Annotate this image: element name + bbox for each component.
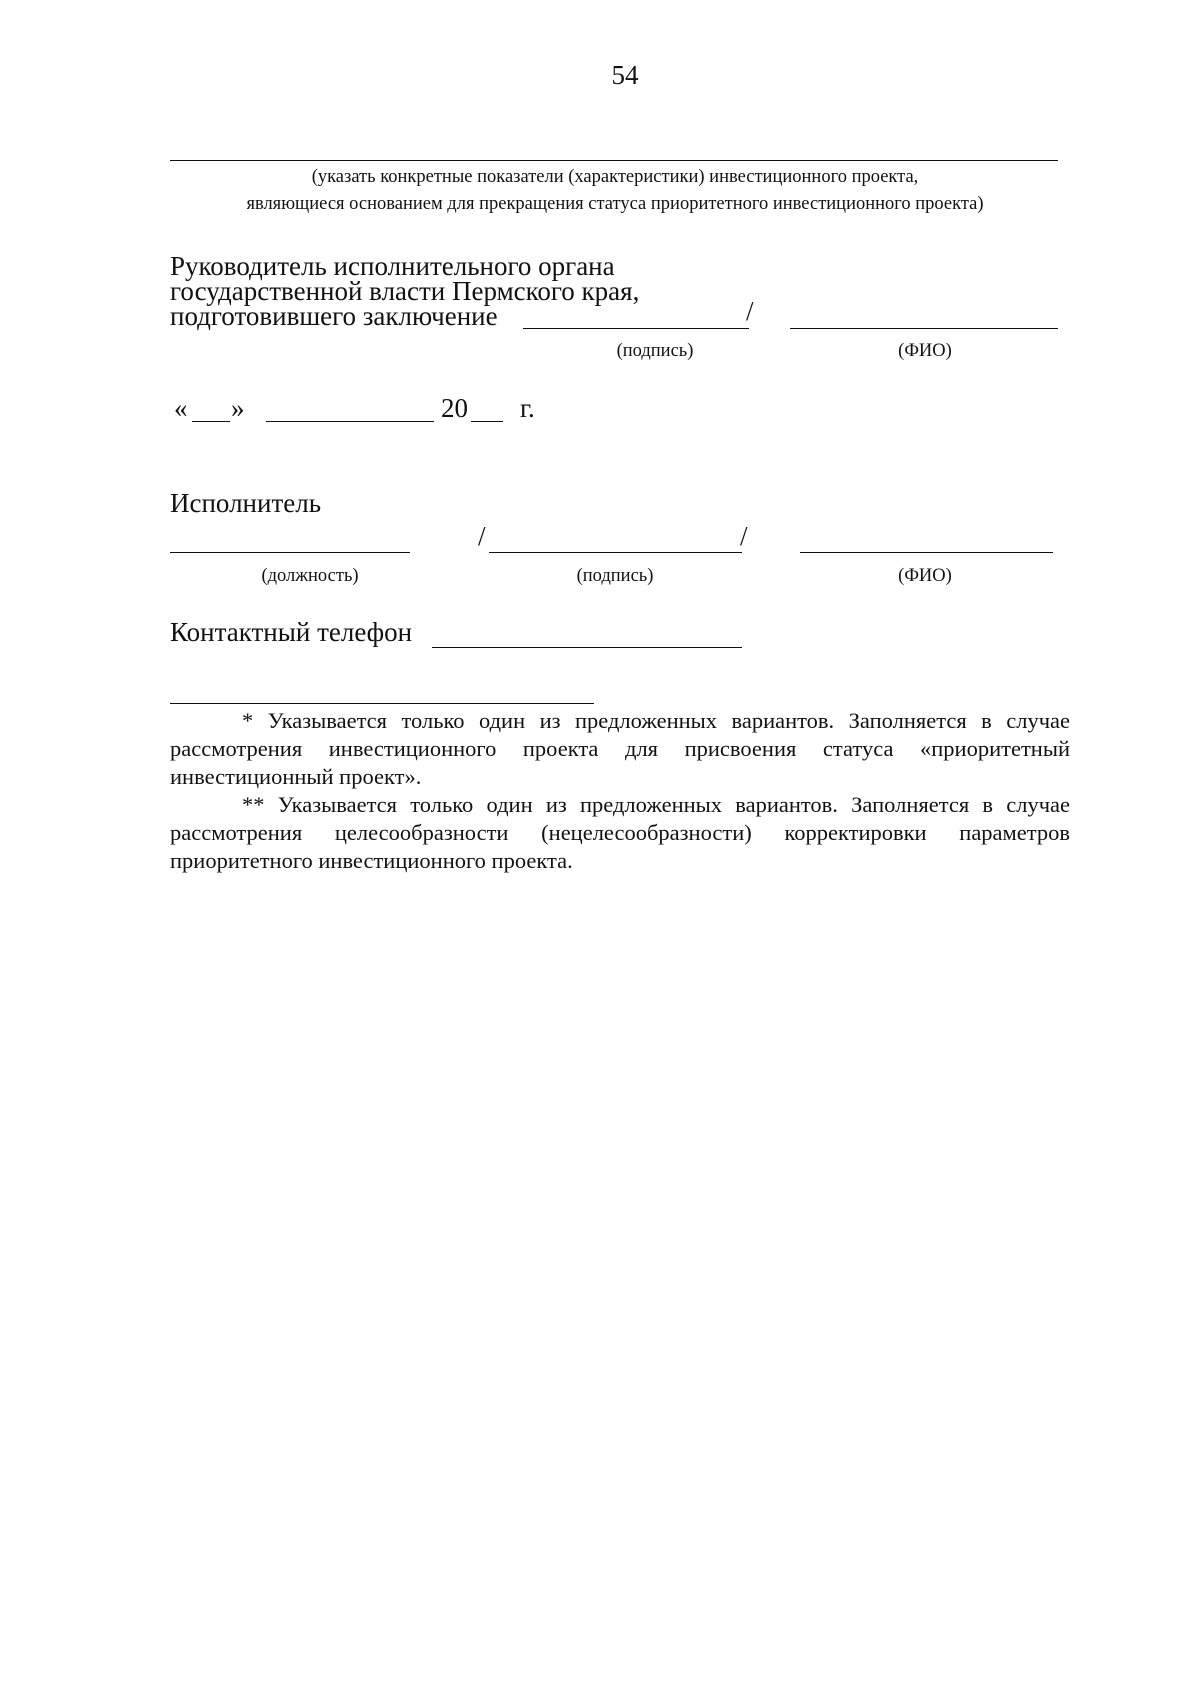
head-signature-label: (подпись) [616,341,694,361]
executor-signature-label: (подпись) [576,566,654,586]
footnote-single-star: * Указывается только один из предложенных вариантов. Заполняется в случае рассмотрения инвестиционного проекта для присвоения статуса «приоритетный инвестиционный проект». [170,708,1070,789]
executor-position-field[interactable] [170,552,410,553]
date-year-prefix: 20 [441,393,468,423]
footnote-double-star: ** Указывается только один из предложенных вариантов. Заполняется в случае рассмотрения целесообразности (нецелесообразности) корректировки параметров приоритетного инвестиционного проекта. [170,792,1070,873]
executor-signature-field[interactable] [489,552,742,553]
executor-title: Исполнитель [170,488,322,518]
head-title-line-2: государственной власти Пермского края, [170,276,640,306]
footnote-separator [170,703,594,704]
head-name-field[interactable] [790,328,1058,329]
executor-slash-right: / [740,521,748,551]
executor-position-label: (должность) [261,566,359,586]
head-title-line-1: Руководитель исполнительного органа [170,251,615,281]
executor-slash-left: / [478,521,486,551]
date-year-suffix: г. [520,393,535,423]
indicators-fill-line[interactable] [170,160,1058,161]
head-title [170,251,770,331]
date-open-quote: « [174,393,188,423]
head-title-line-3: подготовившего заключение [170,301,498,331]
head-signature-field[interactable] [523,328,749,329]
head-name-label: (ФИО) [898,341,952,361]
indicators-caption [170,164,1060,218]
head-signature-slash: / [746,296,754,326]
executor-name-field[interactable] [800,552,1053,553]
date-close-quote: » [231,393,245,423]
date-month-field[interactable] [266,421,434,422]
date-year-field[interactable] [471,421,503,422]
executor-name-label: (ФИО) [898,566,952,586]
indicators-caption-line-1: (указать конкретные показатели (характеристики) инвестиционного проекта, [311,167,919,187]
contact-phone-field[interactable] [432,647,742,648]
contact-phone-label: Контактный телефон [170,617,413,647]
indicators-caption-line-2: являющиеся основанием для прекращения статуса приоритетного инвестиционного проекта) [246,194,984,214]
page-number: 54 [611,60,639,90]
date-day-field[interactable] [192,421,230,422]
